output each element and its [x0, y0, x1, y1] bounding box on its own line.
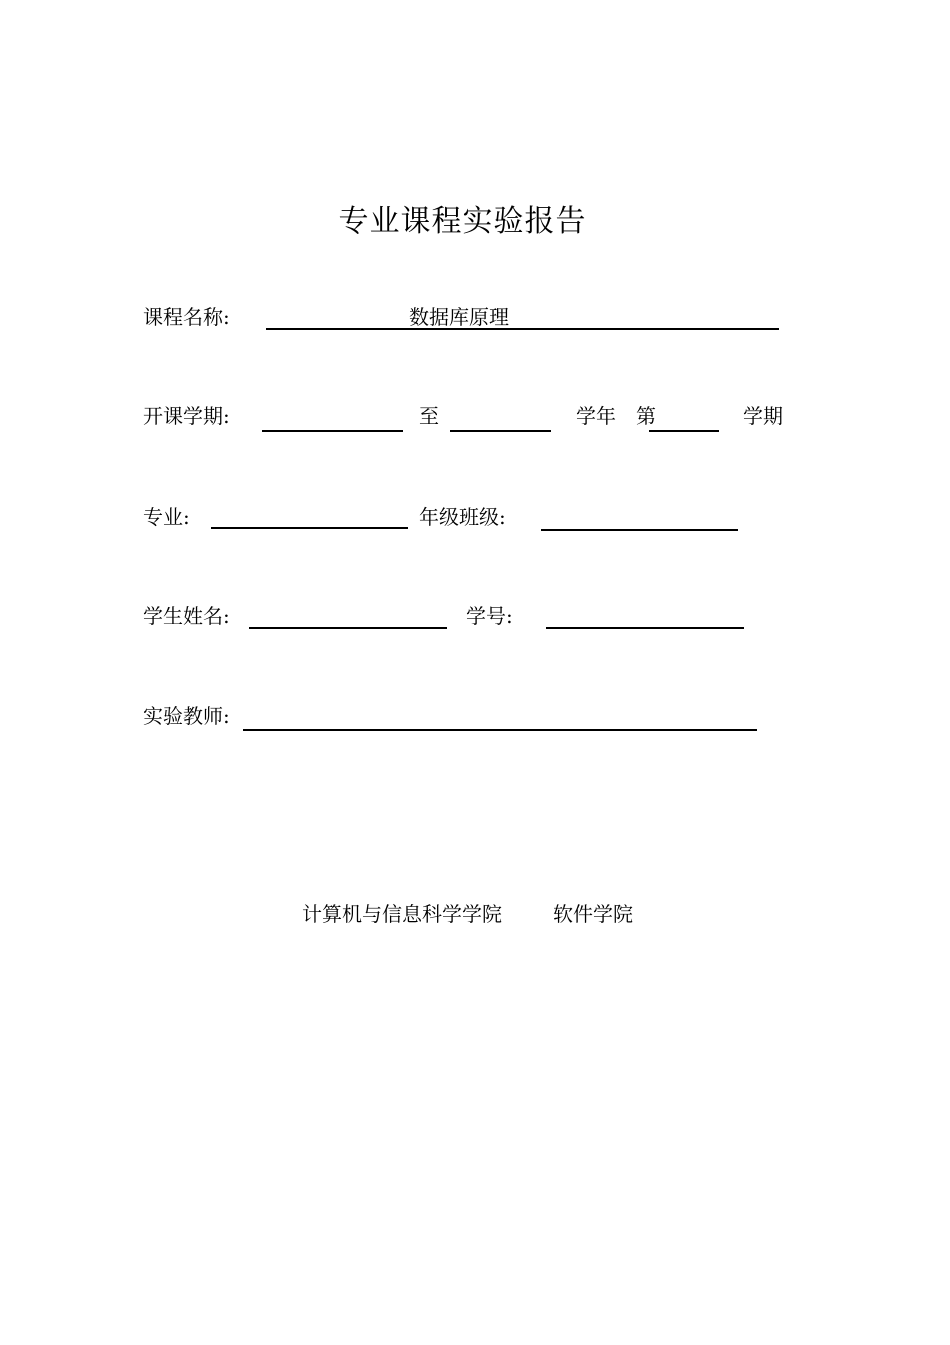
- major-label: 专业:: [143, 505, 190, 529]
- term-semester-text: 学期: [743, 404, 783, 428]
- footer-college: 计算机与信息科学学院: [302, 902, 502, 926]
- term-year-text: 学年: [576, 404, 616, 428]
- term-label: 开课学期:: [143, 404, 230, 428]
- student-id-label: 学号:: [466, 604, 513, 628]
- footer-school: 软件学院: [553, 902, 633, 926]
- course-name-label: 课程名称:: [143, 305, 230, 329]
- term-nth-text: 第: [636, 404, 656, 428]
- student-id-underline[interactable]: [546, 627, 744, 629]
- course-name-value: 数据库原理: [409, 305, 509, 329]
- term-end-year-underline[interactable]: [450, 430, 551, 432]
- page-title: 专业课程实验报告: [338, 204, 587, 239]
- grade-class-underline[interactable]: [541, 529, 738, 531]
- teacher-underline[interactable]: [243, 729, 757, 731]
- term-to-text: 至: [419, 404, 439, 428]
- course-name-underline[interactable]: [266, 328, 779, 330]
- term-start-year-underline[interactable]: [262, 430, 403, 432]
- term-semester-underline[interactable]: [649, 430, 719, 432]
- teacher-label: 实验教师:: [143, 704, 230, 728]
- grade-class-label: 年级班级:: [419, 505, 506, 529]
- student-name-underline[interactable]: [249, 627, 447, 629]
- student-name-label: 学生姓名:: [143, 604, 230, 628]
- major-underline[interactable]: [211, 527, 408, 529]
